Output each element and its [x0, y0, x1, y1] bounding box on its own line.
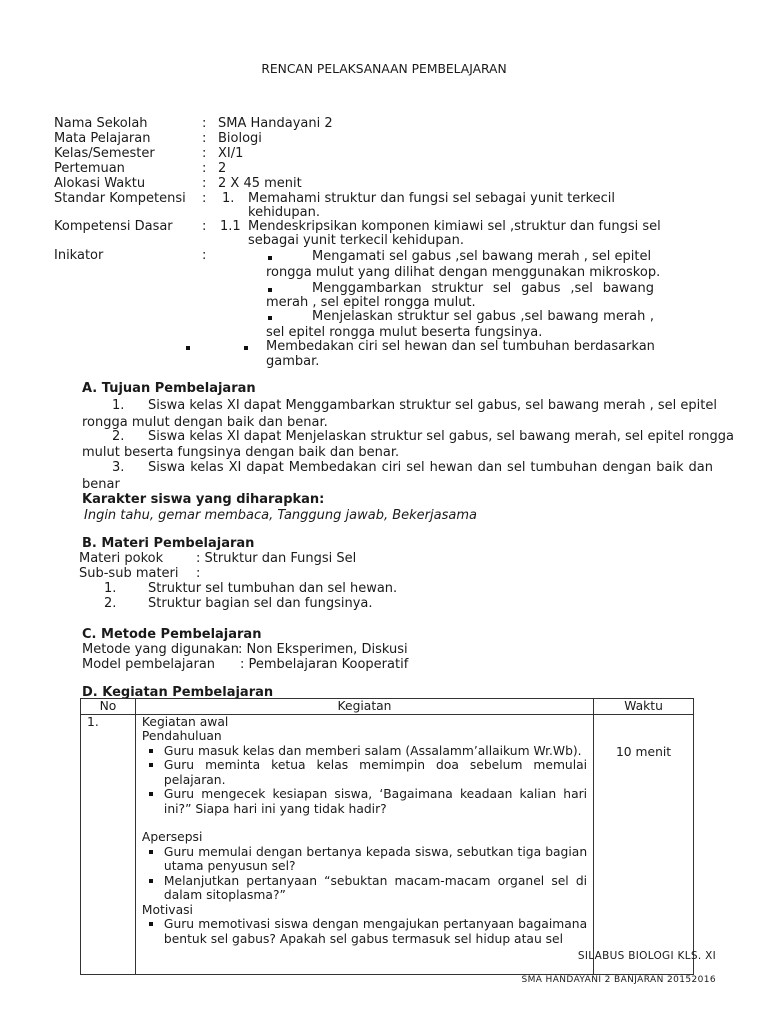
kegiatan-heading: D. Kegiatan Pembelajaran [82, 685, 274, 700]
footer-silabus: SILABUS BIOLOGI KLS. XI [577, 950, 716, 962]
karakter-text: Ingin tahu, gemar membaca, Tanggung jawab, Bekerjasama [84, 508, 477, 523]
kegiatan-table [80, 698, 694, 975]
tujuan-1-num: 1. [112, 398, 125, 413]
tujuan-3-line2: benar [82, 477, 120, 492]
kompetensi-label: Kompetensi Dasar [54, 219, 173, 234]
info-colon: : [202, 146, 207, 161]
list-item: Guru mengecek kesiapan siswa, ‘Bagaimana keadaan kalian hari ini?” Siapa hari ini yang tidak hadir? [142, 787, 587, 816]
bullet-icon [244, 346, 248, 350]
table-row [81, 714, 694, 974]
bullet-icon [268, 288, 272, 292]
kompetensi-colon: : [202, 219, 207, 234]
motivasi-label: Motivasi [141, 902, 193, 917]
waktu-value: 10 menit [615, 744, 672, 759]
tujuan-2-line1: Siswa kelas XI dapat Menjelaskan struktur sel gabus, sel bawang merah, sel epitel rongga [148, 429, 734, 444]
materi-heading: B. Materi Pembelajaran [82, 536, 255, 551]
list-item: Guru meminta ketua kelas memimpin doa sebelum memulai pelajaran. [142, 758, 587, 787]
info-colon: : [202, 116, 207, 131]
info-value: SMA Handayani 2 [218, 116, 333, 131]
row-no: 1. [81, 714, 136, 974]
karakter-heading: Karakter siswa yang diharapkan: [82, 492, 325, 507]
info-colon: : [202, 176, 207, 191]
standar-line2: kehidupan. [248, 205, 320, 220]
info-colon: : [202, 161, 207, 176]
bullet-icon [268, 316, 272, 320]
metode-heading: C. Metode Pembelajaran [82, 627, 262, 642]
header-no: No [81, 699, 136, 715]
info-label: Nama Sekolah [54, 116, 148, 131]
tujuan-1-line1: Siswa kelas XI dapat Menggambarkan struktur sel gabus, sel bawang merah , sel epitel [148, 398, 717, 413]
bullet-icon [268, 256, 272, 260]
list-item: Guru memulai dengan bertanya kepada siswa, sebutkan tiga bagian utama penyusun sel? [142, 845, 587, 874]
footer-school: SMA HANDAYANI 2 BANJARAN 20152016 [521, 975, 716, 985]
indikator-label: Inikator [54, 248, 104, 263]
tujuan-heading: A. Tujuan Pembelajaran [82, 381, 256, 396]
standar-line1: Memahami struktur dan fungsi sel sebagai yunit terkecil [248, 191, 616, 206]
materi-pokok-label: Materi pokok [79, 551, 164, 566]
tujuan-3-line1: Siswa kelas XI dapat Membedakan ciri sel hewan dan sel tumbuhan dengan baik dan [148, 460, 713, 475]
indikator-4-line1: Membedakan ciri sel hewan dan sel tumbuhan berdasarkan [266, 339, 655, 354]
info-label: Kelas/Semester [54, 146, 155, 161]
metode-row-1-value: : Non Eksperimen, Diskusi [238, 642, 408, 657]
info-value: 2 [218, 161, 227, 176]
pendahuluan-list [142, 744, 587, 817]
info-value: Biologi [218, 131, 262, 146]
list-item: Melanjutkan pertanyaan “sebuktan macam-macam organel sel di dalam sitoplasma?” [142, 874, 587, 903]
materi-sub-label: Sub-sub materi [79, 566, 179, 581]
info-label: Mata Pelajaran [54, 131, 151, 146]
metode-row-1-label: Metode yang digunakan [82, 642, 239, 657]
materi-sub-colon: : [196, 566, 201, 581]
standar-label: Standar Kompetensi [54, 191, 186, 206]
tujuan-3-num: 3. [112, 460, 125, 475]
info-colon: : [202, 131, 207, 146]
pendahuluan-label: Pendahuluan [141, 729, 222, 743]
indikator-1-line1: Mengamati sel gabus ,sel bawang merah , sel epitel [312, 249, 652, 264]
list-item: Guru masuk kelas dan memberi salam (Assalamm’allaikum Wr.Wb). [142, 744, 587, 759]
row-waktu [594, 714, 694, 974]
info-label: Alokasi Waktu [54, 176, 146, 191]
standar-num: 1. [222, 191, 235, 206]
header-waktu: Waktu [594, 699, 694, 715]
materi-sub-1-num: 1. [104, 581, 117, 596]
tujuan-2-num: 2. [112, 429, 125, 444]
metode-row-2-label: Model pembelajaran [82, 657, 216, 672]
header-kegiatan: Kegiatan [135, 699, 593, 715]
bullet-icon [186, 346, 190, 350]
indikator-2-line1: Menggambarkan struktur sel gabus ,sel bawang [312, 281, 654, 296]
indikator-4-line2: gambar. [266, 354, 320, 369]
document-title: RENCAN PELAKSANAAN PEMBELAJARAN [261, 62, 507, 76]
apersepsi-label: Apersepsi [141, 830, 203, 844]
apersepsi-list [142, 845, 587, 903]
info-value: 2 X 45 menit [218, 176, 302, 191]
indikator-3-line2: sel epitel rongga mulut beserta fungsinya. [266, 325, 543, 340]
indikator-3-line1: Menjelaskan struktur sel gabus ,sel bawang merah , [312, 309, 654, 324]
kompetensi-num: 1.1 [220, 219, 241, 234]
indikator-1-line2: rongga mulut yang dilihat dengan menggunakan mikroskop. [266, 265, 661, 280]
kegiatan-awal-label: Kegiatan awal [141, 714, 229, 729]
kompetensi-line2: sebagai yunit terkecil kehidupan. [248, 233, 464, 248]
indikator-2-line2: merah , sel epitel rongga mulut. [266, 295, 476, 310]
tujuan-2-line2: mulut beserta fungsinya dengan baik dan benar. [82, 445, 400, 460]
metode-row-2-value: : Pembelajaran Kooperatif [240, 657, 409, 672]
materi-sub-2-text: Struktur bagian sel dan fungsinya. [148, 596, 373, 611]
materi-pokok-value: : Struktur dan Fungsi Sel [196, 551, 357, 566]
kompetensi-line1: Mendeskripsikan komponen kimiawi sel ,struktur dan fungsi sel [248, 219, 661, 234]
materi-sub-1-text: Struktur sel tumbuhan dan sel hewan. [148, 581, 398, 596]
row-kegiatan [135, 714, 593, 974]
tujuan-1-line2: rongga mulut dengan baik dan benar. [82, 415, 328, 430]
standar-colon: : [202, 191, 207, 206]
motivasi-list [142, 917, 587, 946]
indikator-colon: : [202, 248, 207, 263]
info-label: Pertemuan [54, 161, 125, 176]
list-item: Guru memotivasi siswa dengan mengajukan pertanyaan bagaimana bentuk sel gabus? Apakah sel gabus termasuk sel hidup atau sel [142, 917, 587, 946]
materi-sub-2-num: 2. [104, 596, 117, 611]
info-value: XI/1 [218, 146, 244, 161]
table-header-row [81, 699, 694, 715]
